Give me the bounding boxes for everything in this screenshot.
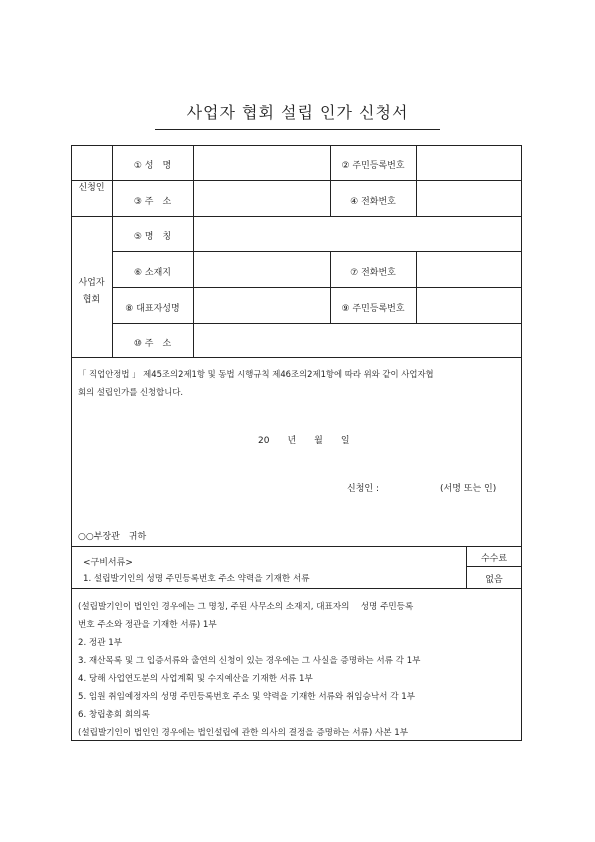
address-label: ③ 주 소	[133, 197, 172, 207]
statement-line: 회의 설립인가를 신청합니다.	[78, 387, 184, 397]
applicant-section-label: 신청인	[78, 183, 105, 193]
column-divider	[416, 251, 417, 323]
document-item: (설립발기인이 법인인 경우에는 법인설립에 관한 의사의 결정을 증명하는 서류) 사본 1부	[78, 728, 409, 738]
document-item: (설립발기인이 법인인 경우에는 그 명칭, 주된 사무소의 소재지, 대표자의 성명 주민등록	[78, 602, 414, 612]
column-divider	[193, 146, 194, 357]
phone-label: ④ 전화번호	[350, 197, 396, 207]
document-list	[78, 598, 420, 742]
association-phone-label: ⑦ 전화번호	[350, 268, 396, 278]
name-label: ① 성 명	[133, 161, 172, 171]
section-divider	[71, 588, 522, 589]
documents-header: <구비서류>	[83, 558, 133, 568]
fee-value: 없음	[485, 575, 503, 585]
row-divider	[112, 287, 522, 288]
row-divider	[112, 251, 522, 252]
document-item: 3. 재산목록 및 그 입증서류와 출연의 신청이 있는 경우에는 그 사실을 증명하는 서류 각 1부	[78, 656, 421, 666]
section-divider	[71, 357, 522, 358]
document-item: 1. 설립발기인의 성명 주민등록번호 주소 약력을 기재한 서류	[83, 574, 310, 584]
document-item: 번호 주소와 정관을 기재한 서류) 1부	[78, 620, 217, 630]
fee-divider	[466, 566, 522, 567]
fee-label: 수수료	[480, 554, 508, 564]
representative-rrn-label: ⑨ 주민등록번호	[341, 304, 405, 314]
document-item: 2. 정관 1부	[78, 638, 123, 648]
rrn-label: ② 주민등록번호	[341, 161, 405, 171]
signature-note: (서명 또는 인)	[440, 484, 497, 494]
row-divider	[71, 180, 522, 181]
document-item: 6. 창립총회 회의록	[78, 710, 150, 720]
row-divider	[112, 323, 522, 324]
location-label: ⑥ 소재지	[133, 268, 171, 278]
association-name-label: ⑤ 명 칭	[133, 232, 172, 242]
representative-address-label: ⑩ 주 소	[133, 339, 172, 349]
representative-label: ⑧ 대표자성명	[125, 304, 180, 314]
section-divider	[71, 216, 522, 217]
recipient: ○○부장관 귀하	[78, 532, 147, 542]
signer-label: 신청인 :	[347, 484, 379, 494]
document-item: 4. 당해 사업연도분의 사업계획 및 수지예산을 기재한 서류 1부	[78, 674, 313, 684]
date-line: 20 년 월 일	[258, 436, 350, 446]
form-title: 사업자 협회 설립 인가 신청서	[155, 100, 440, 130]
column-divider	[416, 146, 417, 216]
association-section-label: 사업자	[78, 278, 105, 288]
association-section-label: 협회	[82, 295, 101, 305]
document-item: 5. 임원 취임예정자의 성명 주민등록번호 주소 및 약력을 기재한 서류와 취임승낙서 각 1부	[78, 692, 416, 702]
section-divider	[71, 546, 522, 547]
statement-line: 「 직업안정법 」 제45조의2제1항 및 동법 시행규칙 제46조의2제1항에 따라 위와 같이 사업자협	[78, 369, 434, 379]
column-divider	[112, 146, 113, 357]
